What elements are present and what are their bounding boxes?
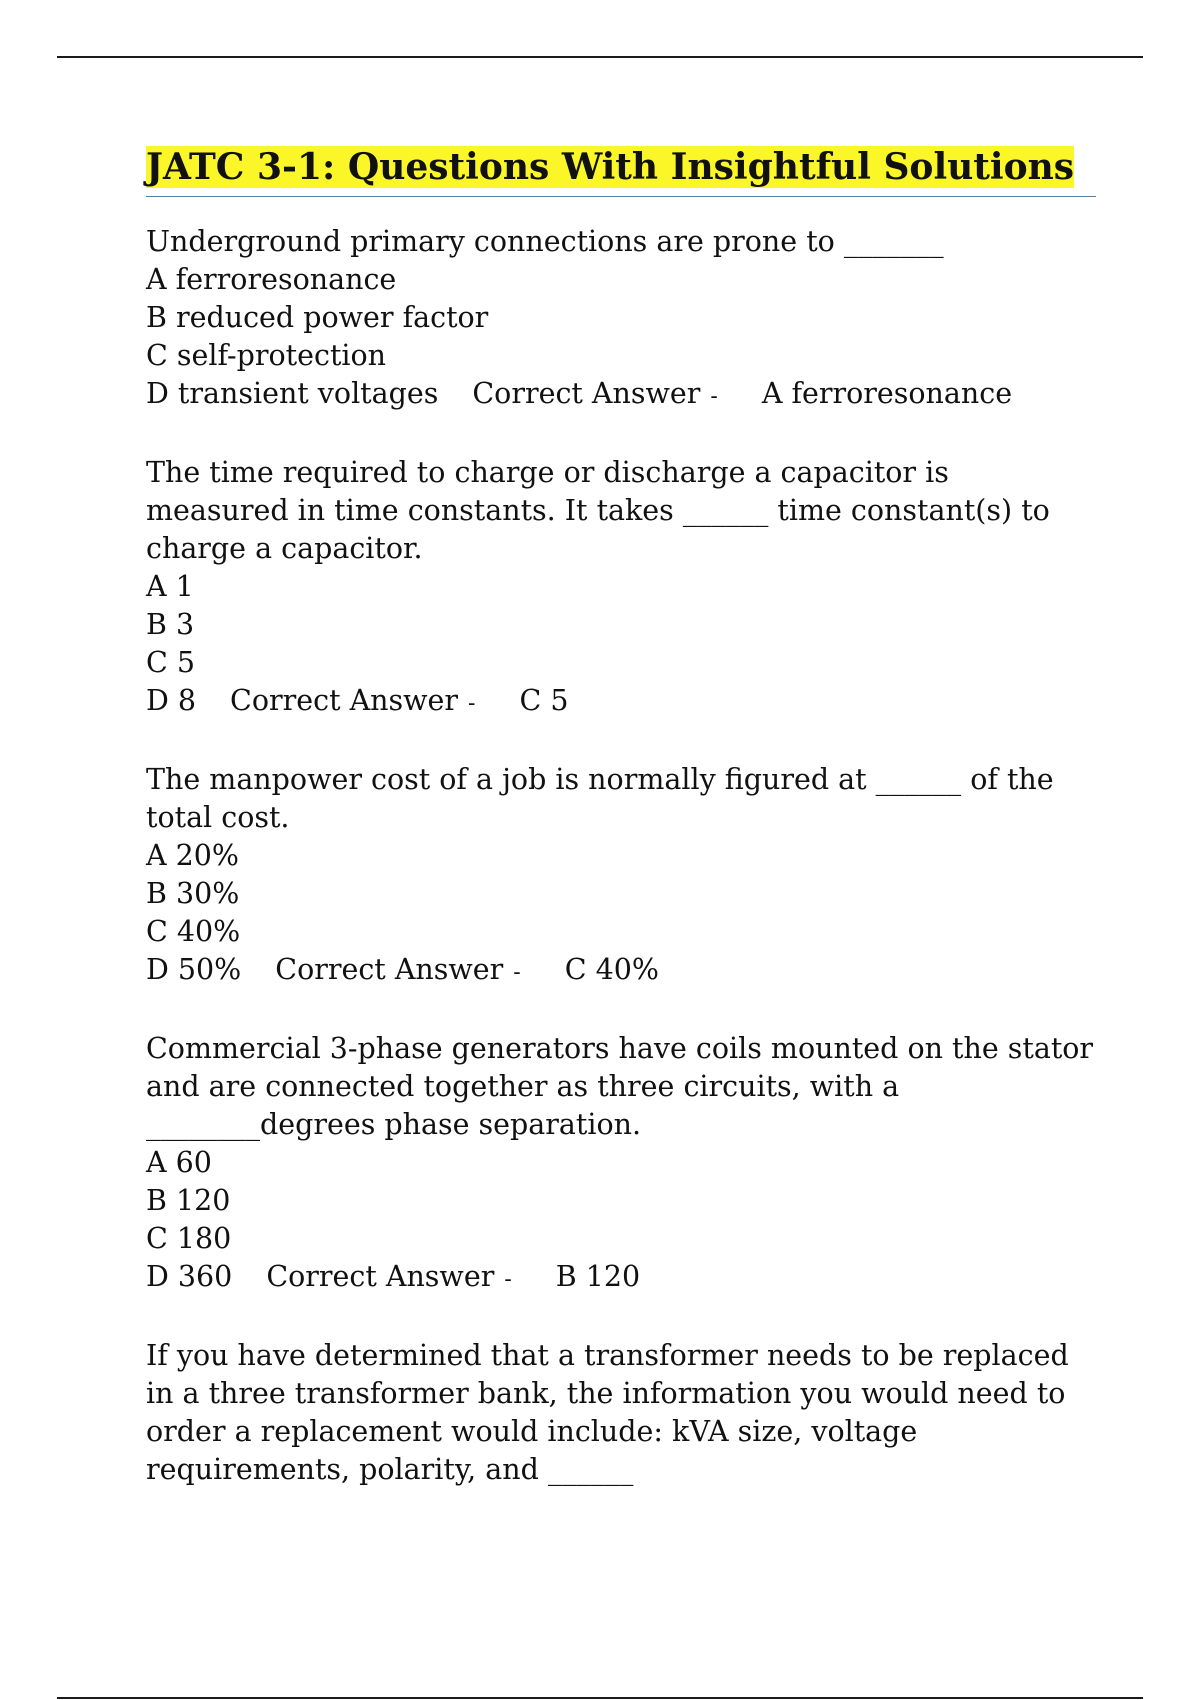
correct-answer-value: B 120 [555,1260,641,1293]
option-a: A 60 [146,1146,212,1179]
option-b: B reduced power factor [146,301,489,334]
question-text: The time required to charge or discharge a capacitor is measured in time constants. It takes ______ time constant(s) to charge a capacitor. [146,456,1059,565]
option-d-line [146,1258,1096,1299]
question-2 [146,454,1096,723]
correct-answer-value: C 5 [519,684,569,717]
document-body [146,144,1103,1527]
answer-dash: - [513,960,521,985]
answer-dash: - [504,1267,512,1292]
question-text: The manpower cost of a job is normally figured at ______ of the total cost. [146,763,1063,834]
answer-dash: - [710,384,718,409]
option-c: C 40% [146,915,241,948]
top-rule [57,56,1143,58]
option-c: C self-protection [146,339,387,372]
option-d-line [146,375,1096,416]
option-c: C 5 [146,646,195,679]
option-b: B 3 [146,608,195,641]
option-c: C 180 [146,1222,232,1255]
question-text: Underground primary connections are prone to _______ [146,225,944,258]
correct-answer-label: Correct Answer [266,1260,495,1293]
question-1 [146,223,1096,416]
title-block [146,144,1096,197]
question-text: If you have determined that a transformer needs to be replaced in a three transformer bank, the information you would need to order a replacement would include: kVA size, voltage requirements, polarity, and ______ [146,1339,1078,1486]
question-3 [146,761,1096,992]
option-d: D 50% [146,953,242,986]
option-b: B 120 [146,1184,231,1217]
answer-dash: - [468,691,476,716]
option-b: B 30% [146,877,240,910]
option-d-line [146,951,1096,992]
option-a: A 1 [146,570,194,603]
option-d: D 8 [146,684,197,717]
question-5 [146,1337,1096,1489]
document-title: JATC 3-1: Questions With Insightful Solutions [146,146,1075,188]
question-4 [146,1030,1103,1299]
option-a: A ferroresonance [146,263,397,296]
correct-answer-label: Correct Answer [275,953,504,986]
question-text: Commercial 3-phase generators have coils mounted on the stator and are connected together as three circuits, with a ________degrees phase separation. [146,1032,1103,1141]
option-d: D transient voltages [146,377,439,410]
correct-answer-value: A ferroresonance [761,377,1013,410]
bottom-rule [57,1697,1143,1699]
option-d: D 360 [146,1260,233,1293]
correct-answer-value: C 40% [564,953,659,986]
correct-answer-label: Correct Answer [472,377,701,410]
option-a: A 20% [146,839,239,872]
option-d-line [146,682,1096,723]
correct-answer-label: Correct Answer [230,684,459,717]
